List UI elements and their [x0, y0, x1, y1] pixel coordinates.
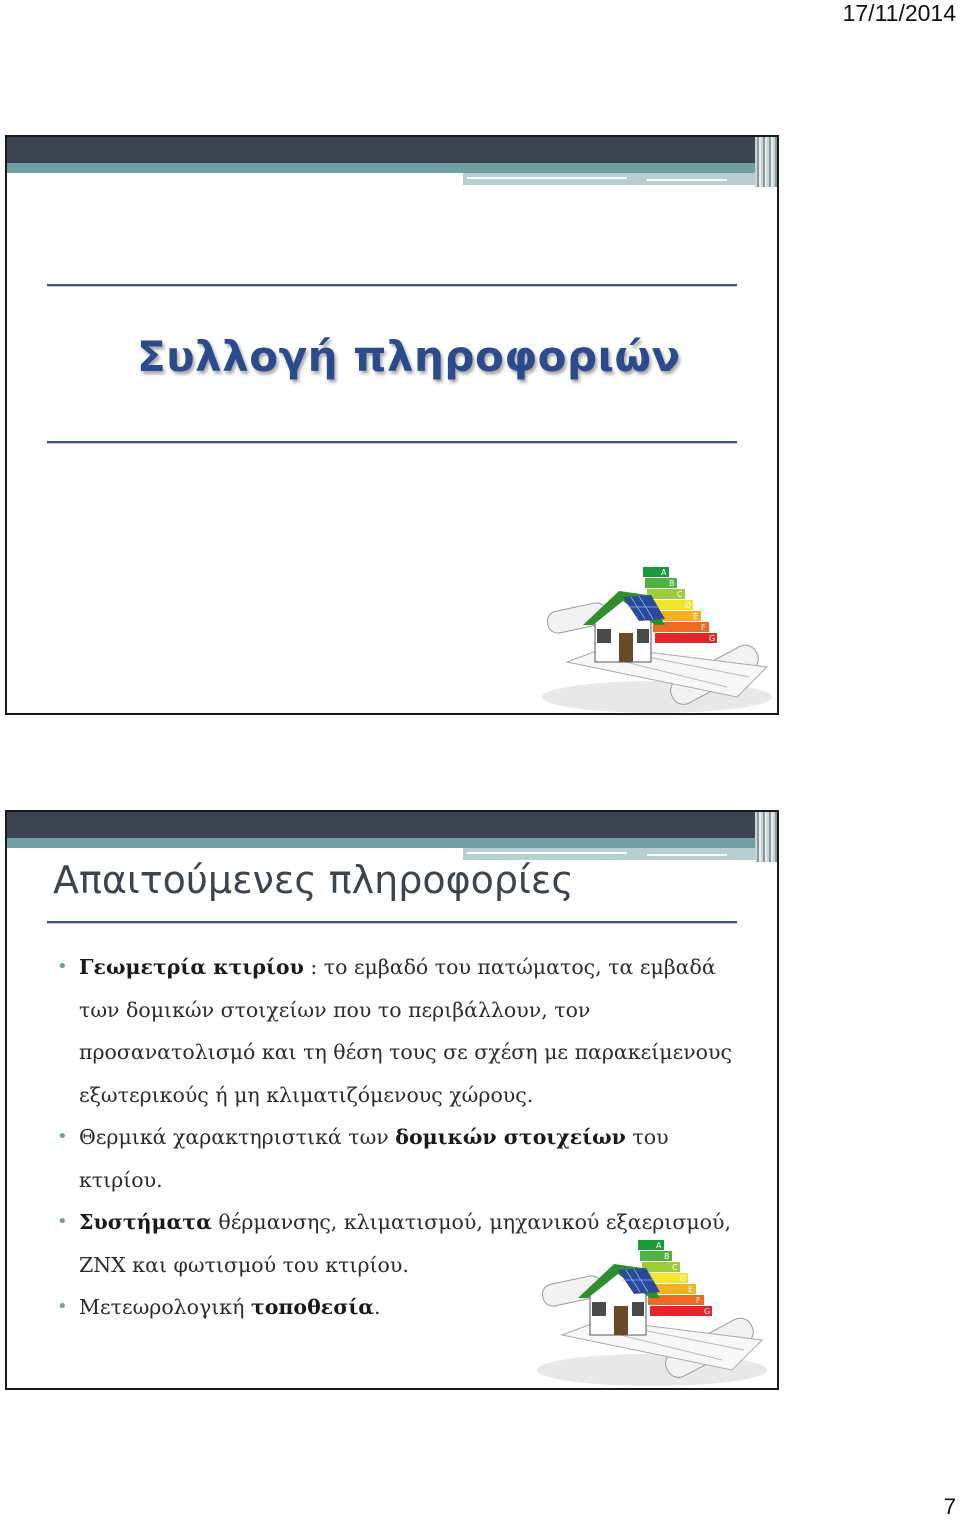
- svg-text:B: B: [664, 1252, 670, 1261]
- svg-text:D: D: [685, 601, 692, 610]
- slide-heading: Απαιτούμενες πληροφορίες: [53, 858, 574, 902]
- bullet-dot-icon: •: [57, 956, 68, 977]
- bullet-geometry: • Γεωμετρία κτιρίου : το εμβαδό του πατώματος, τα εμβαδά των δομικών στοιχείων που το περιβάλλουν, τον προσανατολισμό και τη θέση τους σε σχέση με παρακείμενους εξωτερικούς ή μη κλιματιζόμενους χώρους.: [57, 946, 747, 1116]
- bullet-systems: • Συστήματα θέρμανσης, κλιματισμού, μηχανικού εξαερισμού, ΖΝΧ και φωτισμού του κτιρίου.: [57, 1201, 747, 1286]
- svg-text:F: F: [701, 623, 706, 632]
- svg-text:G: G: [704, 1307, 711, 1316]
- page-date: 17/11/2014: [842, 0, 956, 26]
- slide-title: [5, 135, 779, 715]
- svg-text:A: A: [656, 1241, 662, 1250]
- svg-text:E: E: [688, 1285, 694, 1294]
- bullet-location: • Μετεωρολογική τοποθεσία.: [57, 1286, 747, 1329]
- bullet-dot-icon: •: [57, 1296, 68, 1317]
- svg-text:G: G: [709, 634, 716, 643]
- energy-house-illustration: [527, 567, 777, 715]
- page-number: 7: [943, 1494, 956, 1519]
- slide-banner: [7, 137, 777, 189]
- svg-text:D: D: [680, 1274, 687, 1283]
- svg-text:F: F: [696, 1296, 701, 1305]
- house-icon: [578, 1264, 660, 1335]
- title-rule-bottom: [47, 441, 737, 444]
- bullet-dot-icon: •: [57, 1211, 68, 1232]
- house-icon: [583, 591, 665, 662]
- title-rule-top: [47, 284, 737, 287]
- slide-title-text: Συλλογή πληροφοριών: [137, 332, 681, 381]
- heading-rule: [47, 921, 737, 924]
- svg-text:C: C: [677, 590, 683, 599]
- svg-text:C: C: [672, 1263, 678, 1272]
- slide-content: [5, 810, 779, 1390]
- svg-text:B: B: [669, 579, 675, 588]
- energy-house-illustration: [522, 1240, 772, 1390]
- bullet-dot-icon: •: [57, 1126, 68, 1147]
- svg-text:A: A: [661, 568, 667, 577]
- svg-text:E: E: [693, 612, 699, 621]
- slide-banner: [7, 812, 777, 864]
- bullet-thermal: • Θερμικά χαρακτηριστικά των δομικών στοιχείων του κτιρίου.: [57, 1116, 747, 1201]
